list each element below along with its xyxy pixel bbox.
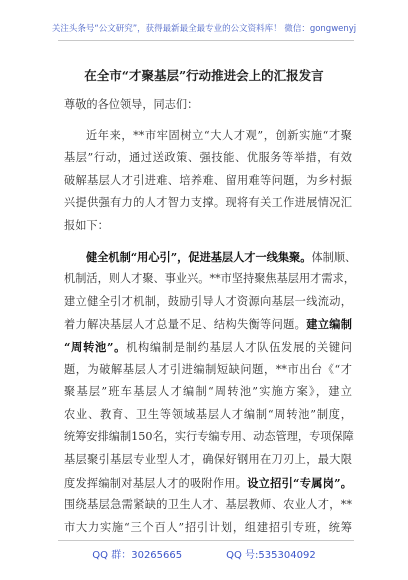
- section-heading: 健全机制“用心引”，促进基层人才一线集聚。: [86, 249, 312, 264]
- paragraph-line: 农业、教育、卫生等领域基层人才编制“周转池”制度，: [64, 407, 352, 421]
- paragraph-line: 基层聚引基层专业型人才，确保好钢用在刀刃上，最大限: [64, 452, 352, 466]
- paragraph-text: 体制顺、: [311, 250, 357, 264]
- salutation: 尊敬的各位领导，同志们：: [64, 98, 199, 111]
- paragraph-line: 近年来，**市牢固树立“大人才观”，创新实施“才聚: [86, 128, 352, 142]
- footer-contact: [0, 546, 408, 561]
- subsection-heading: “周转池”。: [64, 339, 127, 354]
- paragraph-line: 统筹安排编制150名，实行专编专用、动态管理，专项保障: [64, 430, 354, 444]
- header-divider: [58, 40, 354, 41]
- paragraph-line: 市大力实施“三个百人”招引计划，组建招引专班，统筹: [64, 520, 352, 534]
- subsection-heading: 设立招引“专属岗”。: [247, 475, 352, 490]
- paragraph-text: 着力解决基层人才总量不足、结构失衡等问题。: [64, 318, 307, 332]
- paragraph-line: 破解基层人才引进难、培养难、留用难等问题，为乡村振: [64, 173, 352, 187]
- paragraph-line: 围绕基层急需紧缺的卫生人才、基层教师、农业人才，**: [64, 498, 352, 512]
- subsection-heading: 建立编制: [306, 317, 352, 332]
- paragraph-line: 建立健全引才机制，鼓励引导人才资源向基层一线流动，: [64, 294, 352, 308]
- paragraph-line: [64, 313, 352, 336]
- paragraph-text: 度发挥编制对基层人才的吸附作用。: [64, 476, 248, 490]
- footer-divider: [58, 540, 354, 541]
- document-body: [64, 94, 357, 539]
- paragraph-line: 机制活，则人才聚、事业兴。**市坚持聚焦基层用才需求，: [64, 272, 355, 286]
- paragraph-line: 基层”行动，通过送政策、强技能、优服务等举措，有效: [64, 151, 352, 165]
- footer-qq-group: QQ 群：30265665: [92, 550, 183, 561]
- paragraph-text: 机构编制是制约基层人才队伍发展的关键问: [126, 340, 352, 354]
- footer-qq-number: QQ 号:535304092: [226, 550, 316, 561]
- paragraph-line: [64, 336, 352, 359]
- paragraph-line: [64, 246, 357, 269]
- paragraph-line: 兴提供强有力的人才智力支撑。现将有关工作进展情况汇: [64, 196, 352, 210]
- paragraph-line: 聚基层”班车基层人才编制“周转池”实施方案》，建立: [64, 385, 352, 399]
- paragraph-line: 报如下：: [64, 218, 109, 232]
- document-title: 在全市“才聚基层”行动推进会上的汇报发言: [84, 68, 324, 83]
- paragraph-line: [64, 472, 352, 495]
- paragraph-line: 题，为破解基层人才引进编制短缺问题，**市出台《“才: [64, 362, 352, 376]
- header-promo-note: 关注头条号“公文研究”，获得最新最全最专业的公文资料库！ 微信：gongwenyj: [51, 24, 357, 34]
